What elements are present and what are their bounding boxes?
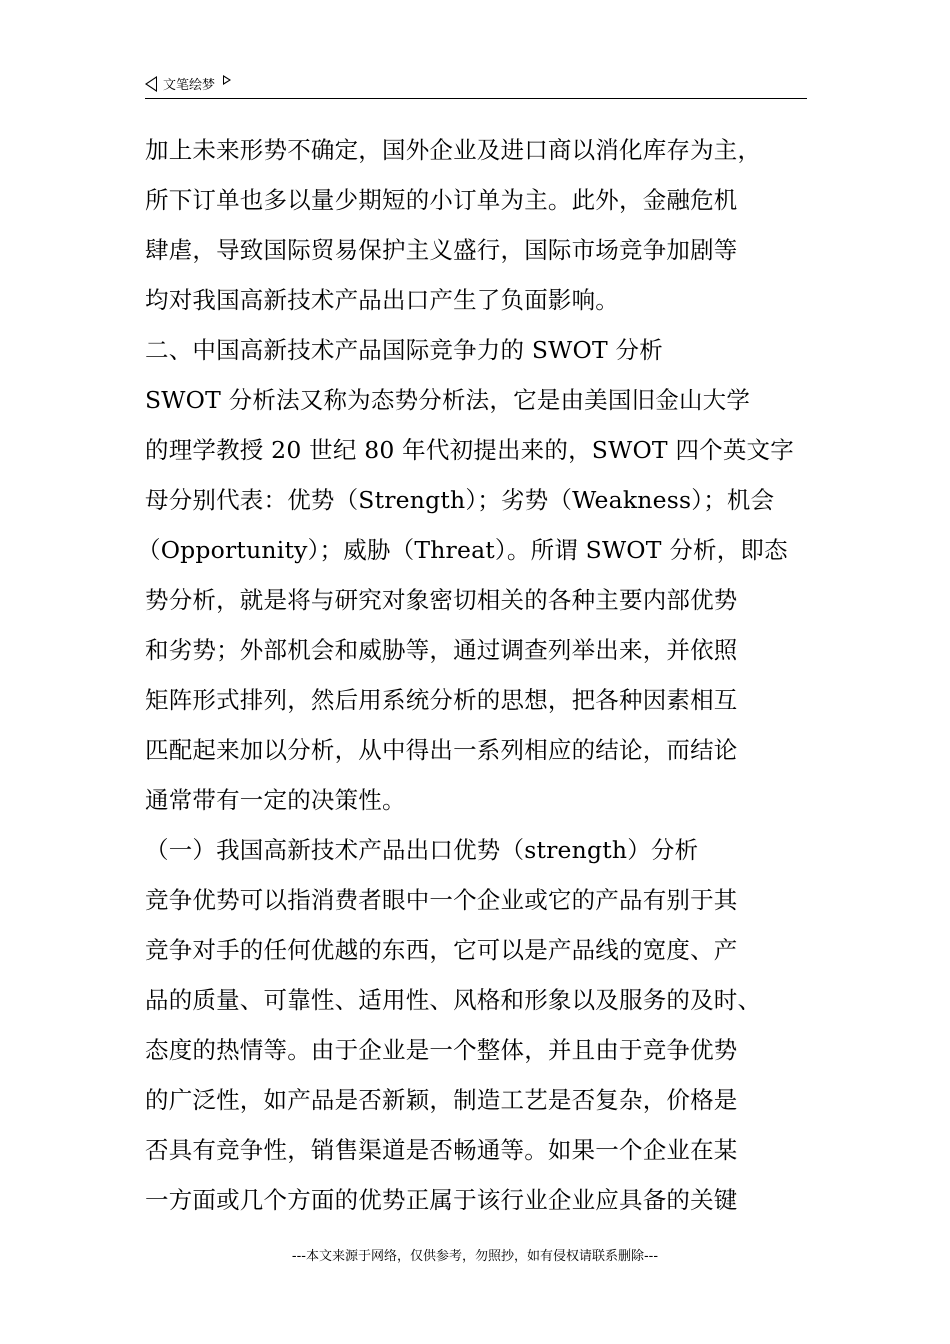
right-triangle-icon [223,75,231,85]
text-line: 一方面或几个方面的优势正属于该行业企业应具备的关键 [145,1186,738,1214]
text-line: 竞争优势可以指消费者眼中一个企业或它的产品有别于其 [145,886,738,914]
text-line: 肆虐，导致国际贸易保护主义盛行，国际市场竞争加剧等 [145,236,738,264]
text-line: 和劣势；外部机会和威胁等，通过调查列举出来，并依照 [145,636,738,664]
subsection-heading: （一）我国高新技术产品出口优势（strength）分析 [145,836,699,864]
document-body [137,125,810,1225]
text-line: 通常带有一定的决策性。 [145,786,406,814]
text-line: 势分析，就是将与研究对象密切相关的各种主要内部优势 [145,586,738,614]
text-line: 品的质量、可靠性、适用性、风格和形象以及服务的及时、 [145,986,762,1014]
text-line: 的广泛性，如产品是否新颖，制造工艺是否复杂，价格是 [145,1086,738,1114]
text-line: SWOT 分析法又称为态势分析法，它是由美国旧金山大学 [145,386,751,414]
page-header [145,72,807,99]
left-triangle-icon [145,76,157,92]
text-line: （Opportunity）；威胁（Threat）。所谓 SWOT 分析，即态 [137,536,788,564]
text-line: 的理学教授 20 世纪 80 年代初提出来的，SWOT 四个英文字 [145,436,794,464]
text-line: 加上未来形势不确定，国外企业及进口商以消化库存为主， [145,136,762,164]
text-line: 所下订单也多以量少期短的小订单为主。此外，金融危机 [145,186,738,214]
section-heading: 二、中国高新技术产品国际竞争力的 SWOT 分析 [145,336,663,364]
text-line: 矩阵形式排列，然后用系统分析的思想，把各种因素相互 [145,686,738,714]
text-line: 匹配起来加以分析，从中得出一系列相应的结论，而结论 [145,736,738,764]
text-line: 否具有竞争性，销售渠道是否畅通等。如果一个企业在某 [145,1136,738,1164]
footer-notice: ---本文来源于网络，仅供参考，勿照抄，如有侵权请联系删除--- [291,1249,659,1264]
text-line: 态度的热情等。由于企业是一个整体，并且由于竞争优势 [145,1036,738,1064]
header-brand [145,74,231,93]
header-title: 文笔绘梦 [163,78,216,93]
text-line: 竞争对手的任何优越的东西，它可以是产品线的宽度、产 [145,936,738,964]
text-line: 母分别代表：优势（Strength）；劣势（Weakness）；机会 [145,486,775,514]
text-line: 均对我国高新技术产品出口产生了负面影响。 [145,286,619,314]
